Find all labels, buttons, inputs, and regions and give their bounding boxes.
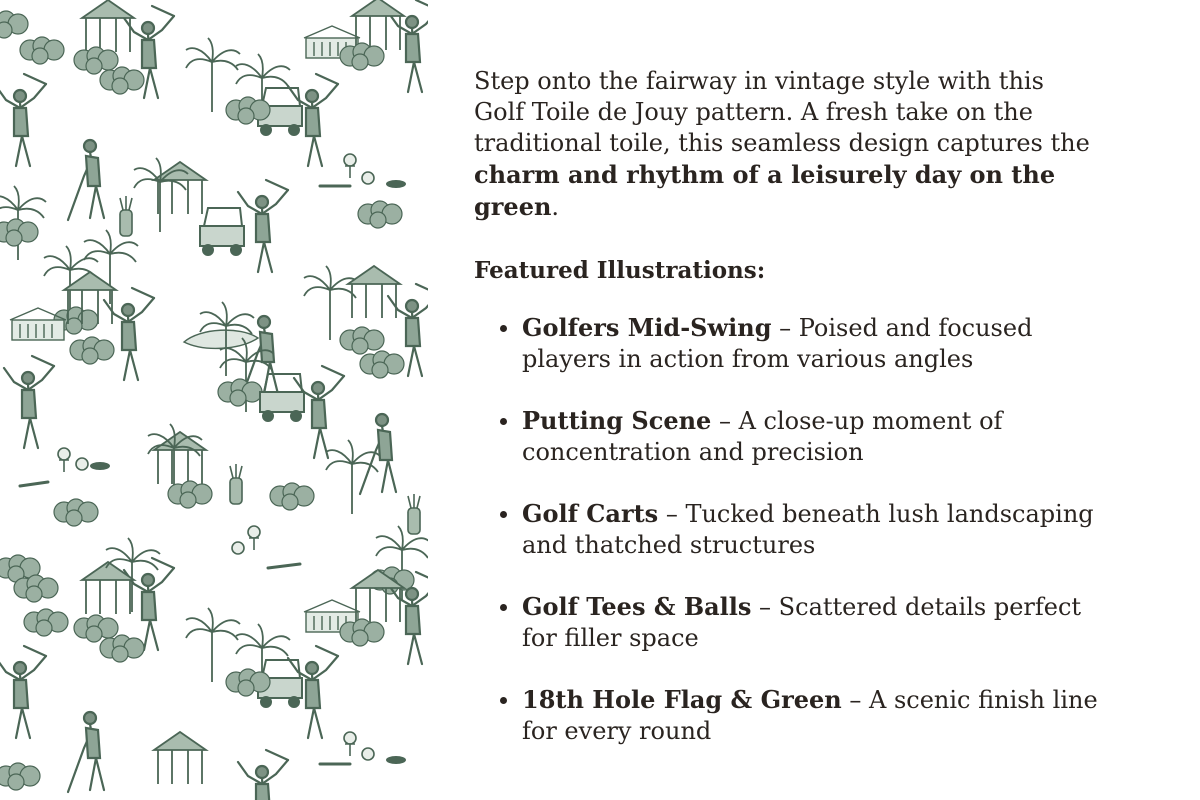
toile-pattern-illustration — [0, 0, 428, 800]
list-item — [474, 498, 1102, 561]
bullet-icon — [500, 418, 507, 425]
feature-title: Golf Carts — [522, 499, 659, 528]
toile-pattern-svg — [0, 0, 428, 800]
feature-desc: – Poised and focused players in action from various angles — [522, 314, 1033, 373]
feature-desc: – A scenic finish line for every round — [522, 686, 1098, 745]
bullet-icon — [500, 604, 507, 611]
feature-title: Putting Scene — [522, 406, 712, 435]
features-list — [474, 312, 1114, 747]
feature-title: 18th Hole Flag & Green — [522, 685, 842, 714]
intro-text-end: . — [551, 193, 560, 221]
bullet-icon — [500, 697, 507, 704]
list-item — [474, 684, 1102, 747]
feature-title: Golfers Mid-Swing — [522, 313, 772, 342]
list-item — [474, 405, 1102, 468]
feature-desc: – A close-up moment of concentration and precision — [522, 407, 1003, 466]
featured-heading: Featured Illustrations: — [474, 257, 766, 284]
feature-desc: – Scattered details perfect for filler space — [522, 593, 1082, 652]
bullet-icon — [500, 511, 507, 518]
description-panel — [474, 66, 1114, 777]
feature-title: Golf Tees & Balls — [522, 592, 752, 621]
intro-paragraph — [474, 66, 1094, 223]
intro-bold-text: charm and rhythm of a leisurely day on the green — [474, 160, 1056, 221]
list-item — [474, 312, 1102, 375]
bullet-icon — [500, 325, 507, 332]
feature-desc: – Tucked beneath lush landscaping and thatched structures — [522, 500, 1094, 559]
list-item — [474, 591, 1102, 654]
intro-text: Step onto the fairway in vintage style with this Golf Toile de Jouy pattern. A fresh take on the traditional toile, this seamless design captures the — [474, 67, 1090, 157]
